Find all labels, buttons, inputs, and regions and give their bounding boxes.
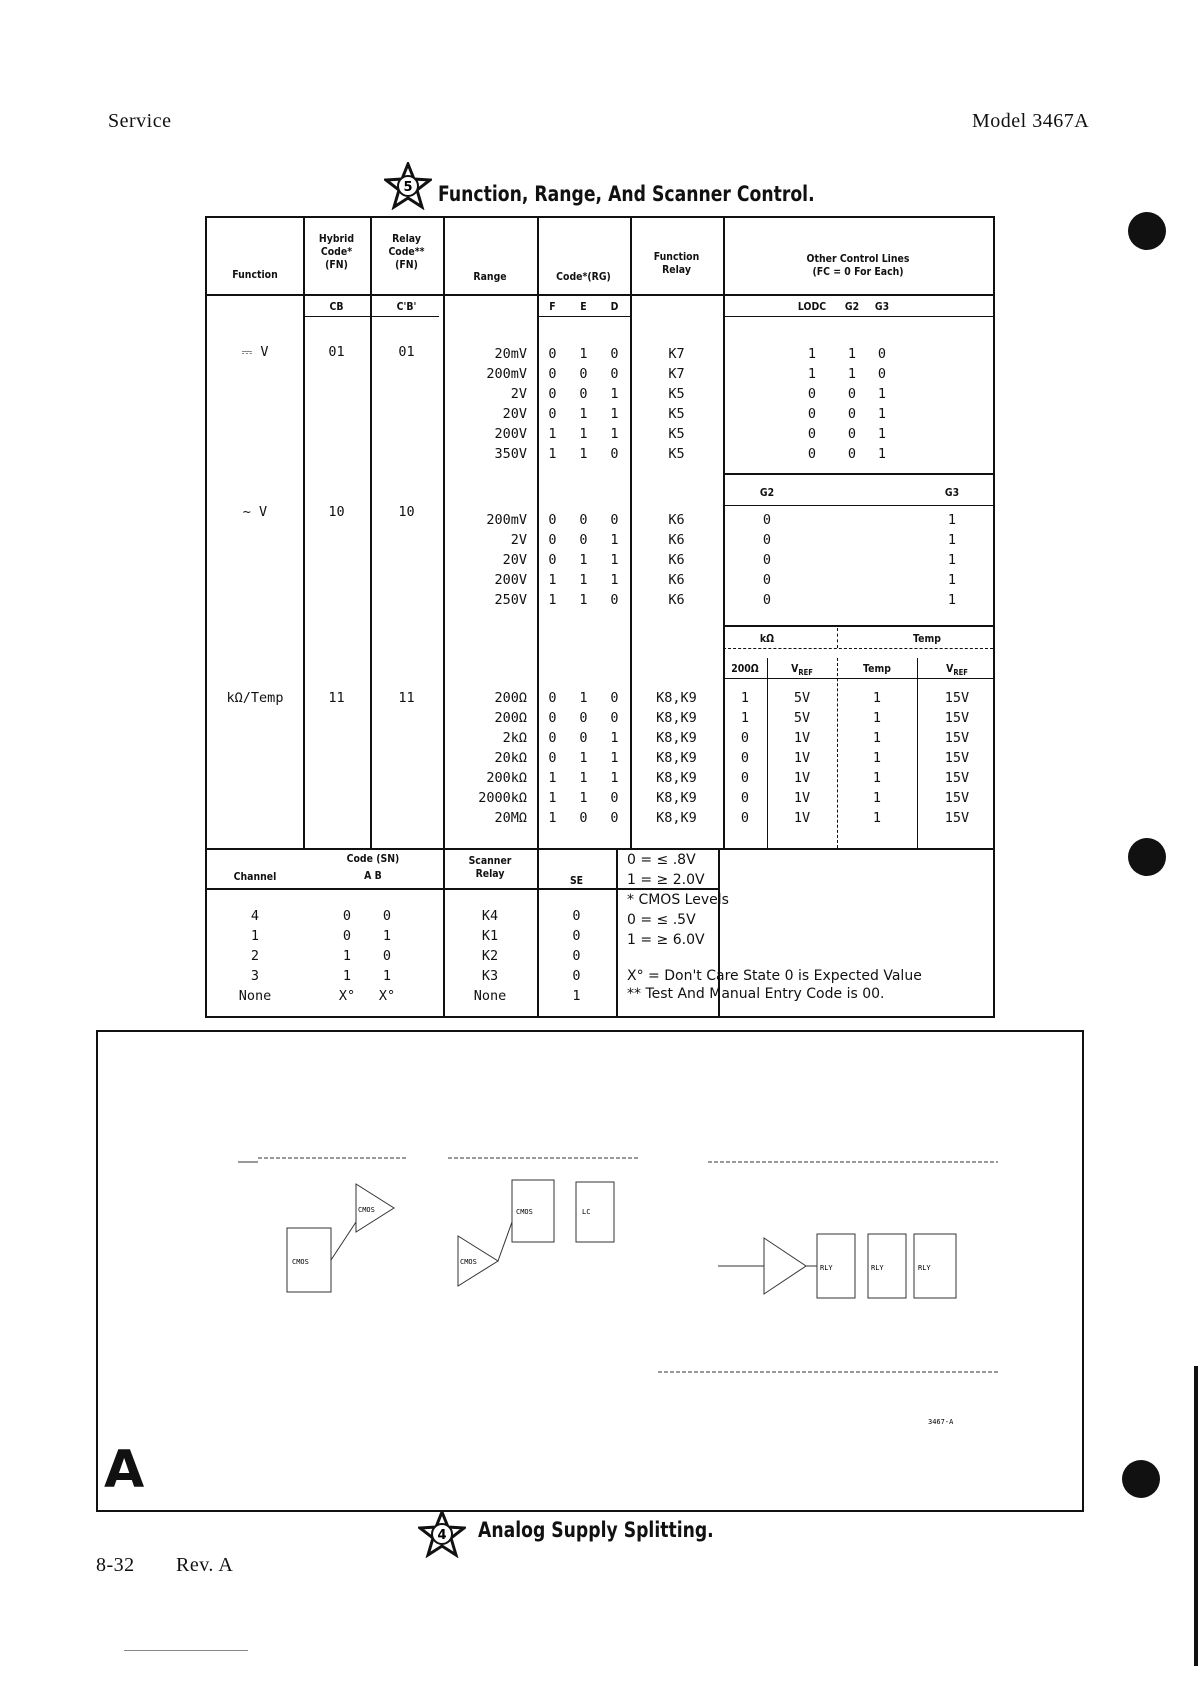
code-bit-cell: 0 xyxy=(579,730,588,746)
ohm-hybrid-code: 11 xyxy=(328,690,345,706)
lodc-cell: 0 xyxy=(807,386,817,402)
ohm-vref-cell: 5V xyxy=(793,710,811,726)
range-cell: 200V xyxy=(494,426,527,442)
ohm-subheader-vref-2: $V_{REF}$ xyxy=(946,662,968,678)
temp-cell: 1 xyxy=(872,810,882,826)
g2-cell: 0 xyxy=(762,572,772,588)
channel-cell: 1 xyxy=(250,928,260,944)
ohm-group-header-temp: Temp xyxy=(913,632,941,645)
code-bit-cell: 1 xyxy=(548,426,557,442)
code-bit-cell: 1 xyxy=(610,750,619,766)
channel-cell: 3 xyxy=(250,968,260,984)
range-cell: 20V xyxy=(502,406,527,422)
lodc-cell: 1 xyxy=(807,366,817,382)
function-relay-cell: K8,K9 xyxy=(656,690,697,706)
header-se: SE xyxy=(569,874,584,887)
g3-cell: 0 xyxy=(877,366,887,382)
subheader-lodc: LODC xyxy=(797,300,827,313)
function-relay-cell: K5 xyxy=(668,386,685,402)
se-cell: 0 xyxy=(572,908,581,924)
page-number: 8-32 xyxy=(96,1554,135,1576)
g2-cell: 0 xyxy=(847,386,857,402)
subheader-cb-prime: C'B' xyxy=(396,300,417,313)
temp-vref-cell: 15V xyxy=(944,690,970,706)
code-bit-cell: 0 xyxy=(579,810,588,826)
code-bit-cell: 1 xyxy=(610,426,619,442)
range-cell: 20mV xyxy=(494,346,527,362)
function-relay-cell: K8,K9 xyxy=(656,770,697,786)
code-bit-cell: 1 xyxy=(548,572,557,588)
code-bit-cell: 1 xyxy=(579,552,588,568)
code-a-cell: 0 xyxy=(342,908,352,924)
ohm-subheader-temp: Temp xyxy=(863,662,891,675)
page-header-right: Model 3467A xyxy=(972,110,1090,132)
g2-cell: 0 xyxy=(762,592,772,608)
ohm-group-header-kohm: kΩ xyxy=(759,632,775,645)
dcv-hybrid-code: 01 xyxy=(328,344,345,360)
range-cell: 200mV xyxy=(486,366,527,382)
function-relay-cell: K7 xyxy=(668,366,685,382)
code-b-cell: 0 xyxy=(382,948,392,964)
code-bit-cell: 1 xyxy=(579,592,588,608)
schematic-frame xyxy=(96,1030,1084,1512)
acv-subheader-g2: G2 xyxy=(759,486,775,499)
analog-supply-schematic xyxy=(98,1032,1082,1510)
svg-text:RLY: RLY xyxy=(820,1264,833,1272)
code-a-cell: 0 xyxy=(342,928,352,944)
code-bit-cell: 0 xyxy=(610,810,619,826)
code-bit-cell: 1 xyxy=(579,770,588,786)
temp-vref-cell: 15V xyxy=(944,710,970,726)
temp-vref-cell: 15V xyxy=(944,730,970,746)
dcv-relay-code: 01 xyxy=(398,344,415,360)
page-edge-mark xyxy=(1194,1366,1198,1666)
header-range: Range xyxy=(473,270,507,283)
function-relay-cell: K5 xyxy=(668,426,685,442)
code-bit-cell: 1 xyxy=(610,532,619,548)
ohm-200-cell: 0 xyxy=(740,750,750,766)
ohm-vref-cell: 1V xyxy=(793,770,811,786)
code-bit-cell: 0 xyxy=(610,512,619,528)
channel-cell: None xyxy=(238,988,272,1004)
temp-cell: 1 xyxy=(872,690,882,706)
code-bit-cell: 1 xyxy=(610,406,619,422)
code-bit-cell: 1 xyxy=(579,690,588,706)
range-cell: 20kΩ xyxy=(494,750,527,766)
code-bit-cell: 0 xyxy=(548,690,557,706)
lodc-cell: 0 xyxy=(807,406,817,422)
g2-cell: 1 xyxy=(847,366,857,382)
header-scanner-relay: Scanner Relay xyxy=(468,854,512,880)
range-cell: 20V xyxy=(502,552,527,568)
scanner-relay-cell: K4 xyxy=(481,908,499,924)
section4-badge-number: 4 xyxy=(437,1528,447,1543)
temp-vref-cell: 15V xyxy=(944,790,970,806)
se-cell: 0 xyxy=(572,928,581,944)
code-a-cell: 1 xyxy=(342,948,352,964)
header-code-rg: Code*(RG) xyxy=(556,270,611,283)
code-bit-cell: 1 xyxy=(579,572,588,588)
range-cell: 200Ω xyxy=(494,690,527,706)
g3-cell: 1 xyxy=(877,426,887,442)
star-badge-icon xyxy=(384,162,432,210)
svg-text:CMOS: CMOS xyxy=(292,1258,309,1266)
code-bit-cell: 1 xyxy=(548,446,557,462)
range-cell: 350V xyxy=(494,446,527,462)
code-bit-cell: 0 xyxy=(548,406,557,422)
svg-text:CMOS: CMOS xyxy=(460,1258,477,1266)
binder-hole-bottom xyxy=(1122,1460,1160,1498)
ohm-200-cell: 0 xyxy=(740,790,750,806)
code-bit-cell: 1 xyxy=(610,386,619,402)
scan-artifact-line xyxy=(124,1650,248,1651)
code-bit-cell: 1 xyxy=(548,810,557,826)
code-bit-cell: 0 xyxy=(548,512,557,528)
code-bit-cell: 1 xyxy=(579,790,588,806)
note-line: ** Test And Manual Entry Code is 00. xyxy=(627,986,885,1002)
acv-function: ~ V xyxy=(242,504,268,520)
code-bit-cell: 1 xyxy=(579,446,588,462)
g3-cell: 1 xyxy=(947,572,957,588)
code-bit-cell: 0 xyxy=(548,366,557,382)
subheader-e: E xyxy=(580,300,587,313)
channel-cell: 4 xyxy=(250,908,260,924)
g2-cell: 0 xyxy=(762,552,772,568)
note-line: 0 = ≤ .8V xyxy=(627,852,696,868)
code-bit-cell: 0 xyxy=(579,512,588,528)
g3-cell: 1 xyxy=(877,386,887,402)
subheader-d: D xyxy=(610,300,619,313)
function-relay-cell: K6 xyxy=(668,592,685,608)
svg-text:3467-A: 3467-A xyxy=(928,1418,954,1426)
ohm-200-cell: 0 xyxy=(740,730,750,746)
se-cell: 0 xyxy=(572,968,581,984)
temp-cell: 1 xyxy=(872,710,882,726)
code-bit-cell: 0 xyxy=(610,346,619,362)
subheader-g2: G2 xyxy=(844,300,860,313)
header-hybrid-code: Hybrid Code* (FN) xyxy=(318,232,355,271)
range-cell: 2V xyxy=(510,532,527,548)
section5-title: Function, Range, And Scanner Control. xyxy=(438,182,815,206)
ohm-subheader-200ohm: 200Ω xyxy=(731,662,759,675)
scope-label: A xyxy=(104,1440,145,1500)
range-cell: 2kΩ xyxy=(502,730,527,746)
note-line: 0 = ≤ .5V xyxy=(627,912,696,928)
ohm-vref-cell: 1V xyxy=(793,810,811,826)
scanner-relay-cell: K1 xyxy=(481,928,499,944)
channel-cell: 2 xyxy=(250,948,260,964)
acv-subheader-g3: G3 xyxy=(944,486,960,499)
code-b-cell: 1 xyxy=(382,968,392,984)
code-bit-cell: 0 xyxy=(548,750,557,766)
g3-cell: 1 xyxy=(877,406,887,422)
g3-cell: 0 xyxy=(877,346,887,362)
function-relay-cell: K7 xyxy=(668,346,685,362)
ohm-vref-cell: 1V xyxy=(793,750,811,766)
header-code-sn: Code (SN) A B xyxy=(346,852,400,882)
g2-cell: 1 xyxy=(847,346,857,362)
note-line: 1 = ≥ 2.0V xyxy=(627,872,705,888)
scanner-relay-cell: K2 xyxy=(481,948,499,964)
code-bit-cell: 0 xyxy=(579,710,588,726)
code-bit-cell: 0 xyxy=(610,690,619,706)
se-cell: 1 xyxy=(572,988,581,1004)
code-bit-cell: 0 xyxy=(610,592,619,608)
code-b-cell: X° xyxy=(378,988,396,1004)
g2-cell: 0 xyxy=(847,406,857,422)
function-relay-cell: K8,K9 xyxy=(656,790,697,806)
svg-text:CMOS: CMOS xyxy=(516,1208,533,1216)
g3-cell: 1 xyxy=(877,446,887,462)
g2-cell: 0 xyxy=(847,446,857,462)
lodc-cell: 1 xyxy=(807,346,817,362)
scanner-relay-cell: K3 xyxy=(481,968,499,984)
function-relay-cell: K6 xyxy=(668,552,685,568)
g3-cell: 1 xyxy=(947,552,957,568)
binder-hole-top xyxy=(1128,212,1166,250)
subheader-f: F xyxy=(549,300,556,313)
revision: Rev. A xyxy=(176,1554,234,1576)
range-cell: 200kΩ xyxy=(486,770,527,786)
page-header-left: Service xyxy=(108,110,172,132)
temp-vref-cell: 15V xyxy=(944,770,970,786)
code-bit-cell: 1 xyxy=(579,750,588,766)
function-relay-cell: K6 xyxy=(668,572,685,588)
ohm-vref-cell: 1V xyxy=(793,730,811,746)
code-b-cell: 0 xyxy=(382,908,392,924)
dcv-function: ⎓ V xyxy=(241,344,269,360)
range-cell: 2V xyxy=(510,386,527,402)
function-relay-cell: K5 xyxy=(668,446,685,462)
ohm-vref-cell: 5V xyxy=(793,690,811,706)
acv-relay-code: 10 xyxy=(398,504,415,520)
svg-text:CMOS: CMOS xyxy=(358,1206,375,1214)
code-bit-cell: 1 xyxy=(548,790,557,806)
header-other-control-lines: Other Control Lines (FC = 0 For Each) xyxy=(806,252,910,278)
code-bit-cell: 1 xyxy=(548,770,557,786)
section5-badge-number: 5 xyxy=(403,180,413,195)
ohm-200-cell: 1 xyxy=(740,710,750,726)
code-a-cell: 1 xyxy=(342,968,352,984)
ohm-200-cell: 0 xyxy=(740,810,750,826)
function-relay-cell: K8,K9 xyxy=(656,730,697,746)
code-bit-cell: 0 xyxy=(610,366,619,382)
note-line: X° = Don't Care State 0 is Expected Value xyxy=(627,968,922,984)
range-cell: 2000kΩ xyxy=(478,790,527,806)
code-bit-cell: 0 xyxy=(579,366,588,382)
control-table xyxy=(205,216,995,1018)
code-bit-cell: 0 xyxy=(579,532,588,548)
code-bit-cell: 1 xyxy=(579,406,588,422)
header-relay-code: Relay Code** (FN) xyxy=(388,232,425,271)
g3-cell: 1 xyxy=(947,512,957,528)
code-bit-cell: 1 xyxy=(610,730,619,746)
g3-cell: 1 xyxy=(947,592,957,608)
svg-text:RLY: RLY xyxy=(918,1264,931,1272)
header-function-relay: Function Relay xyxy=(653,250,700,276)
temp-cell: 1 xyxy=(872,750,882,766)
header-channel: Channel xyxy=(233,870,277,883)
svg-text:RLY: RLY xyxy=(871,1264,884,1272)
code-bit-cell: 1 xyxy=(579,426,588,442)
range-cell: 200Ω xyxy=(494,710,527,726)
g2-cell: 0 xyxy=(762,532,772,548)
function-relay-cell: K6 xyxy=(668,512,685,528)
temp-vref-cell: 15V xyxy=(944,810,970,826)
acv-hybrid-code: 10 xyxy=(328,504,345,520)
code-bit-cell: 0 xyxy=(610,446,619,462)
function-relay-cell: K8,K9 xyxy=(656,750,697,766)
range-cell: 250V xyxy=(494,592,527,608)
ohm-function: kΩ/Temp xyxy=(226,690,284,706)
star-badge-icon xyxy=(418,1510,466,1558)
range-cell: 200mV xyxy=(486,512,527,528)
ohm-subheader-vref: $V_{REF}$ xyxy=(791,662,813,678)
range-cell: 200V xyxy=(494,572,527,588)
code-bit-cell: 0 xyxy=(548,710,557,726)
g2-cell: 0 xyxy=(762,512,772,528)
section4-title: Analog Supply Splitting. xyxy=(478,1518,714,1542)
code-bit-cell: 1 xyxy=(610,552,619,568)
code-bit-cell: 0 xyxy=(610,790,619,806)
binder-hole-middle xyxy=(1128,838,1166,876)
code-bit-cell: 0 xyxy=(548,532,557,548)
code-bit-cell: 1 xyxy=(610,770,619,786)
se-cell: 0 xyxy=(572,948,581,964)
lodc-cell: 0 xyxy=(807,426,817,442)
note-line: * CMOS Levels xyxy=(627,892,729,908)
ohm-vref-cell: 1V xyxy=(793,790,811,806)
g3-cell: 1 xyxy=(947,532,957,548)
code-bit-cell: 0 xyxy=(548,346,557,362)
code-bit-cell: 0 xyxy=(579,386,588,402)
code-b-cell: 1 xyxy=(382,928,392,944)
temp-vref-cell: 15V xyxy=(944,750,970,766)
scanner-relay-cell: None xyxy=(473,988,507,1004)
range-cell: 20MΩ xyxy=(494,810,527,826)
code-bit-cell: 1 xyxy=(579,346,588,362)
function-relay-cell: K8,K9 xyxy=(656,810,697,826)
g2-cell: 0 xyxy=(847,426,857,442)
code-bit-cell: 1 xyxy=(548,592,557,608)
function-relay-cell: K5 xyxy=(668,406,685,422)
lodc-cell: 0 xyxy=(807,446,817,462)
code-bit-cell: 0 xyxy=(610,710,619,726)
header-function: Function xyxy=(232,268,278,281)
code-bit-cell: 0 xyxy=(548,552,557,568)
svg-text:LC: LC xyxy=(582,1208,591,1216)
subheader-cb: CB xyxy=(329,300,344,313)
code-bit-cell: 0 xyxy=(548,730,557,746)
ohm-200-cell: 1 xyxy=(740,690,750,706)
ohm-relay-code: 11 xyxy=(398,690,415,706)
temp-cell: 1 xyxy=(872,730,882,746)
function-relay-cell: K6 xyxy=(668,532,685,548)
note-line: 1 = ≥ 6.0V xyxy=(627,932,705,948)
code-bit-cell: 1 xyxy=(610,572,619,588)
subheader-g3: G3 xyxy=(874,300,890,313)
code-bit-cell: 0 xyxy=(548,386,557,402)
temp-cell: 1 xyxy=(872,770,882,786)
ohm-200-cell: 0 xyxy=(740,770,750,786)
code-a-cell: X° xyxy=(338,988,356,1004)
temp-cell: 1 xyxy=(872,790,882,806)
function-relay-cell: K8,K9 xyxy=(656,710,697,726)
